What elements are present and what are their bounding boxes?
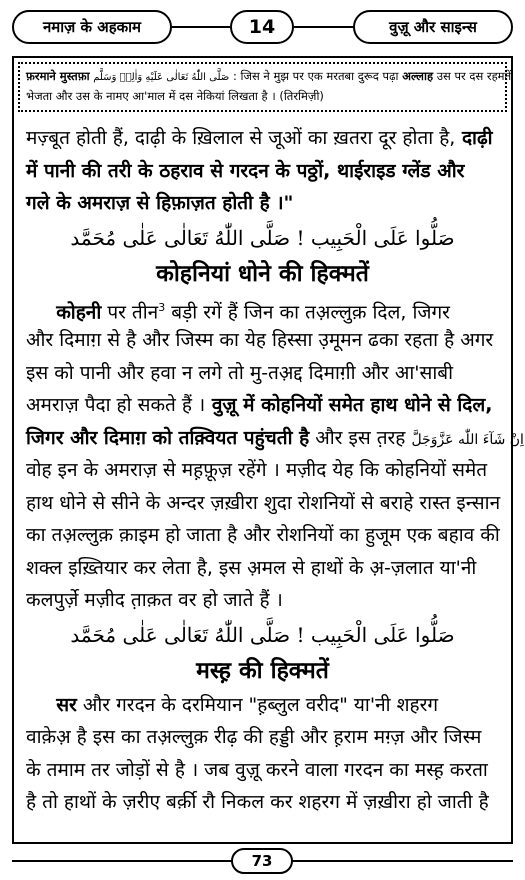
hadith-text-2: उस पर दस रहमतें [433, 69, 512, 83]
body-line: इस को पानी और हवा न लगे तो मु-तअ़द्द दिमाग़ी और आ'साबी [26, 361, 454, 384]
lead-word: सर [56, 693, 77, 716]
body-line: कलपुर्ज़े मज़ीद त़ाक़त वर हो जाते हैं । [26, 589, 283, 611]
body-line [26, 389, 499, 422]
body-line: गले के अमराज़ से हिफ़ाज़त होती है ।" [26, 192, 294, 214]
text: और गरदन के दरमियान "ह़ब्लुल वरीद" या'नी शहरग [76, 693, 439, 716]
body-line [26, 689, 499, 722]
body-line: हाथ धोने से सीने के अन्दर ज़ख़ीरा शुदा रोशनियों से बराहे रास्त इन्सान [26, 491, 501, 514]
body-line: में पानी की तरी के ठहराव से गरदन के पठ्ठों, थाईराइड ग्लेंड और [26, 159, 465, 182]
body-line: का तअ़ल्लुक़ क़ाइम हो जाता है और रोशनियों का हुजूम एक बहाव की [26, 524, 500, 546]
footer-page-number: 73 [231, 848, 293, 874]
text: अमराज़ पैदा हो सकते हैं । [26, 394, 206, 416]
bold-text: वुज़ू में कोहनियों समेत हाथ धोने से दिल, [205, 394, 493, 416]
page-footer [0, 848, 525, 874]
hadith-allah: अल्लाह [402, 69, 434, 83]
body-line: वाक़ेअ़ है इस का तअ़ल्लुक़ रीढ़ की हड्डी और ह़राम मग़्ज़ और जिस्म [26, 726, 482, 748]
bold-text: जिगर और दिमाग़ को तक़्वियत पहुंचती है [26, 426, 310, 449]
text: बड़ी रगें हैं जिन का तअ़ल्लुक़ दिल, जिगर [165, 300, 450, 323]
salat-invocation: صَلُّوا عَلَى الْحَبِيب ! صَلَّى اللّٰهُ تَعَالٰى عَلٰى مُحَمَّد [70, 622, 455, 647]
hadith-text-1: : जिस ने मुझ पर एक मरतबा दुरूद पढ़ा [232, 69, 403, 83]
content-frame [12, 56, 524, 844]
section-heading: मस्ह़ की हिक्मतें [196, 657, 329, 684]
body-line [26, 292, 499, 325]
body-line: शक्ल इख़्तियार कर लेता है, इस अ़मल से हाथों के अ़-ज़लात या'नी [26, 556, 477, 579]
body-line: के तमाम तर जोड़ों से है । जब वुज़ू करने वाला गरदन का मस्ह़ करता [26, 758, 488, 781]
body-line [26, 122, 499, 155]
hadith-label: फ़रमाने मुस्तफ़ा [26, 69, 90, 83]
footnote-mark: 3 [158, 300, 166, 314]
body-line: और दिमाग़ से है और जिस्म का येह हिस्सा उ़मूमन ढका रहता है अगर [26, 329, 494, 351]
text: मज़्बूत होती हैं, दाढ़ी के ख़िलाल से जूओं का ख़तरा दूर होता है, [26, 127, 456, 149]
header-page-number: 14 [230, 10, 294, 44]
text: और इस त़रह [309, 426, 412, 449]
arabic-phrase: اِنْ شَآءَ اللّٰه عَزَّوَجَلَّ [411, 431, 524, 448]
lead-word: कोहनी [56, 300, 102, 323]
section-heading: कोहनियां धोने की हिक्मतें [156, 260, 369, 287]
book-title: नमाज़ के अहकाम [12, 10, 172, 44]
salat-invocation: صَلُّوا عَلَى الْحَبِيب ! صَلَّى اللّٰهُ تَعَالٰى عَلٰى مُحَمَّد [70, 225, 455, 250]
header-rule-right [294, 26, 353, 28]
hadith-line-2: भेजता और उस के नामए आ'माल में दस नेकियां लिखता है । (तिरमिज़ी) [26, 89, 324, 103]
article-body [26, 122, 524, 819]
body-line: है तो हाथों के ज़रीए बर्क़ी रौ निकल कर शहरग में ज़ख़ीरा हो जाती है [26, 791, 489, 813]
body-line: वोह इन के अमराज़ से मह़फ़ूज़ रहेंगे । मज़ीद येह कि कोहनियों समेत [26, 459, 488, 481]
hadith-salutation: صَلَّى اللّٰهُ تَعَالٰى عَلَيْهِ وَاٰلِهٖ وَسَلَّم [93, 72, 230, 83]
text: पर तीन [101, 300, 159, 323]
hadith-box [18, 62, 512, 112]
chapter-title: वुज़ू और साइन्स [353, 10, 513, 44]
hadith-line-1 [26, 67, 512, 87]
body-line [26, 422, 524, 455]
page-header [12, 8, 513, 48]
bold-text: दाढ़ी [455, 127, 493, 149]
header-rule-left [172, 26, 230, 28]
